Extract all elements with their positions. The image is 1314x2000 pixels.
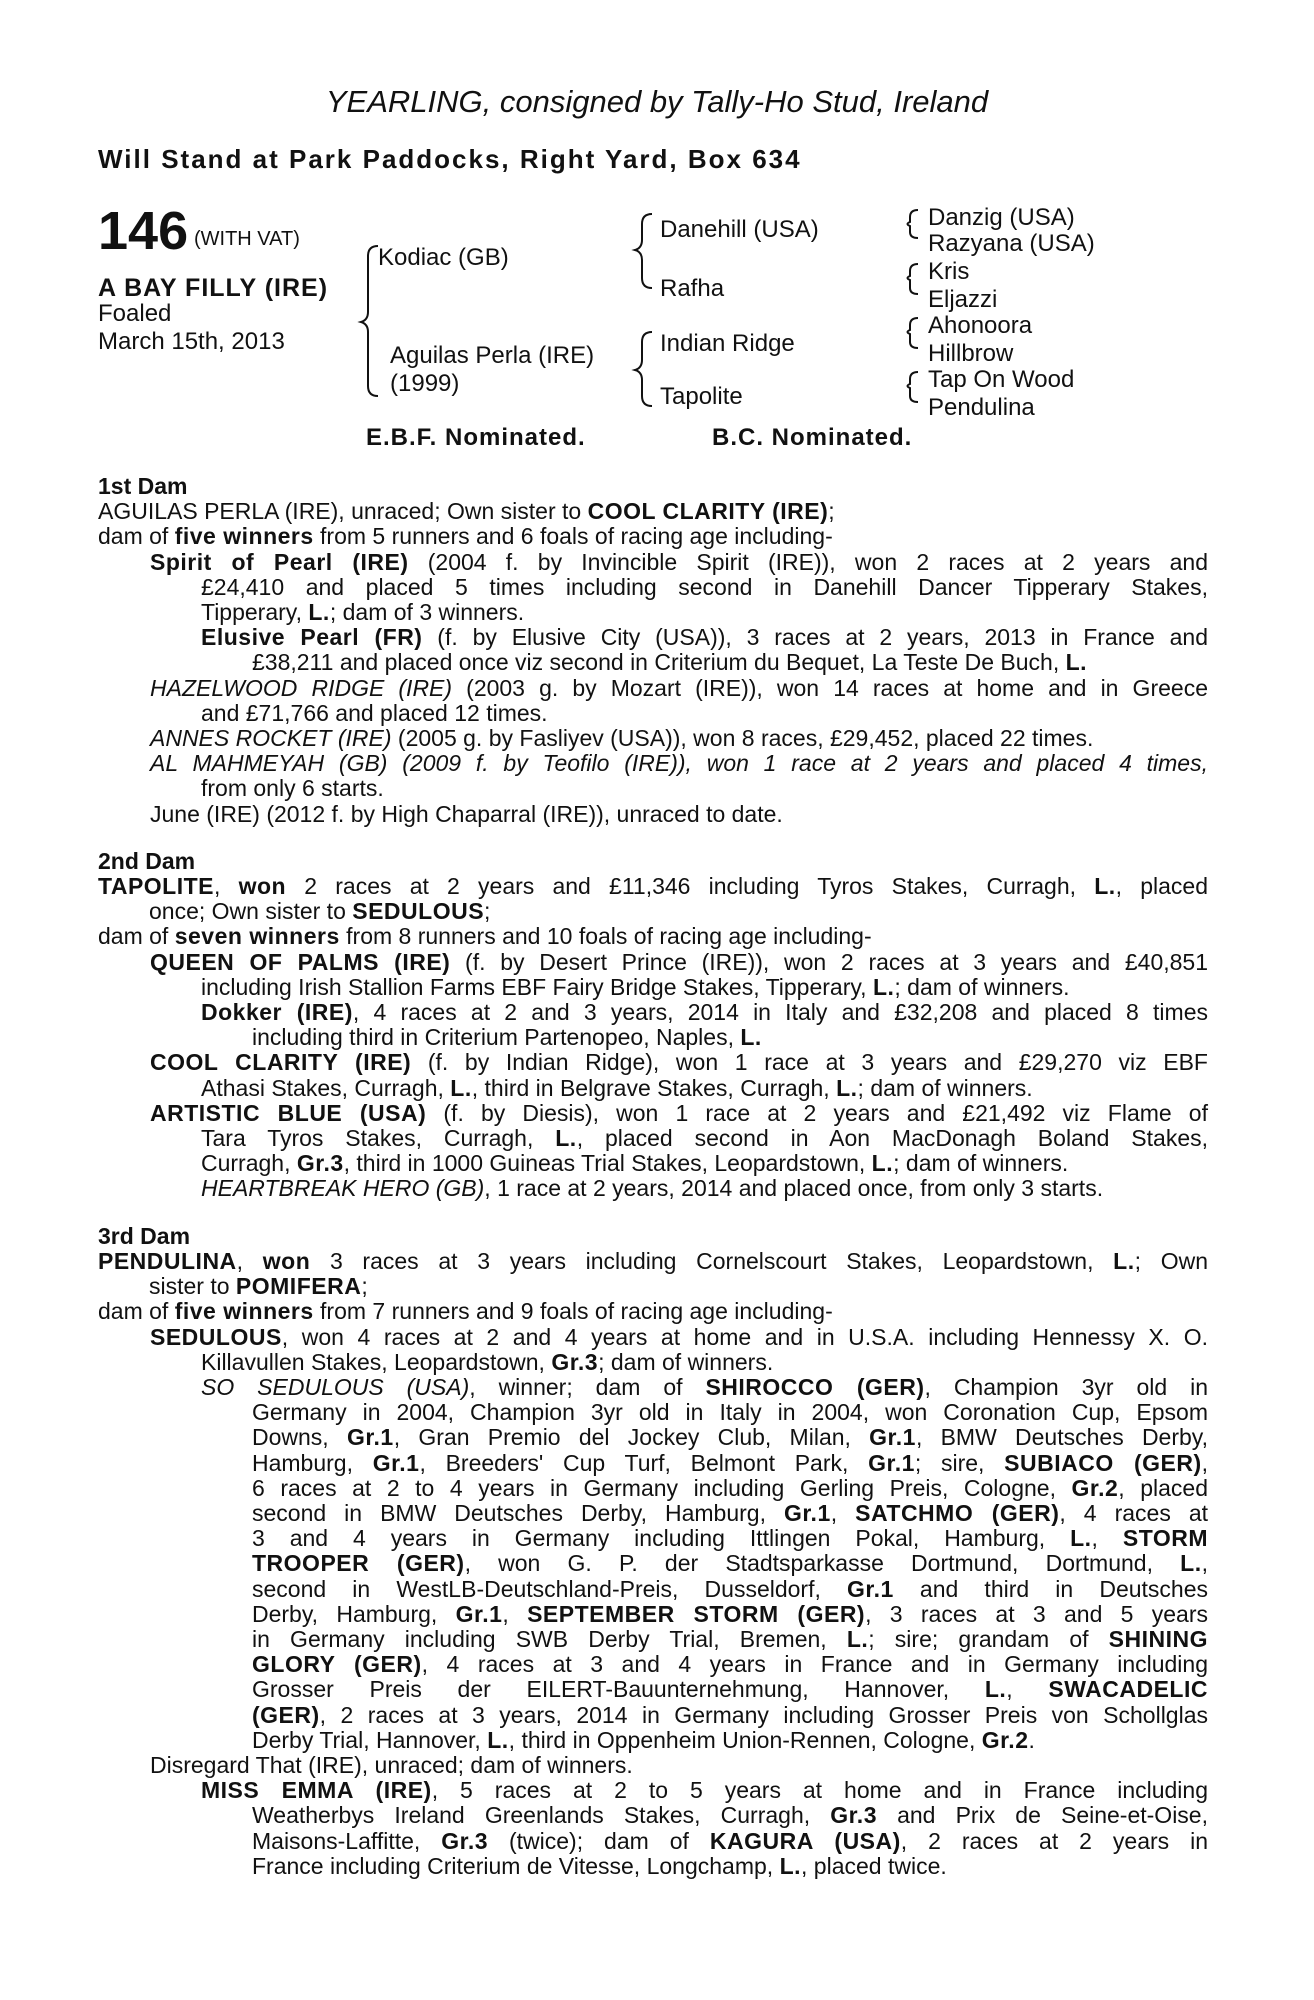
section-heading: 3rd Dam [98, 1222, 191, 1249]
foaled-label: Foaled [98, 300, 172, 327]
produce-entry: MISS EMMA (IRE), 5 races at 2 to 5 years at home and in France including Weatherbys Ireland Greenlands Stakes, Curragh, Gr.3 and Prix de Seine-et-Oise, Maisons-Laffitte, Gr.3 (twice); dam of KAGURA (USA), 2 races at 2 years in France including Criterium de Vitesse, Longchamp, L., placed twice. [201, 1777, 1209, 1879]
produce-entry: SO SEDULOUS (USA), winner; dam of SHIROCCO (GER), Champion 3yr old in Germany in 2004, Champion 3yr old in Italy in 2004, won Coronation Cup, Epsom Downs, Gr.1, Gran Premio del Jockey Club, Milan, Gr.1, BMW Deutsches Derby, Hamburg, Gr.1, Breeders' Cup Turf, Belmont Park, Gr.1; sire, SUBIACO (GER), 6 races at 2 to 4 years in Germany including Gerling Preis, Cologne, Gr.2, placed second in BMW Deutsches Derby, Hamburg, Gr.1, SATCHMO (GER), 4 races at 3 and 4 years in Germany including Ittlingen Pokal, Hamburg, L., STORM TROOPER (GER), won G. P. der Stadtsparkasse Dortmund, Dortmund, L., second in WestLB-Deutschland-Preis, Dusseldorf, Gr.1 and third in Deutsches Derby, Hamburg, Gr.1, SEPTEMBER STORM (GER), 3 races at 3 and 5 years in Germany including SWB Derby Trial, Bremen, L.; sire; grandam of SHINING GLORY (GER), 4 races at 3 and 4 years in France and in Germany including Grosser Preis der EILERT-Bauunternehmung, Hannover, L., SWACADELIC (GER), 2 races at 3 years, 2014 in Germany including Grosser Preis von Schollglas Derby Trial, Hannover, L., third in Oppenheim Union-Rennen, Cologne, Gr.2. [201, 1373, 1209, 1753]
dam-line: PENDULINA, won 3 races at 3 years including Cornelscourt Stakes, Leopardstown, L.; Own [98, 1247, 1208, 1274]
ancestor-1: Danzig (USA) [928, 204, 1075, 231]
section-heading: 1st Dam [98, 473, 188, 499]
bracket-gen3-4 [908, 372, 919, 402]
produce-entry: ANNES ROCKET (IRE) (2005 g. by Fasliyev (USA)), won 8 races, £29,452, placed 22 times. [150, 725, 1094, 752]
first-dam-section [98, 474, 1208, 827]
ancestor-2: Razyana (USA) [928, 230, 1095, 257]
bracket-gen2-sire [635, 214, 652, 288]
lot-number: 146 [98, 201, 189, 261]
dam-dam: Tapolite [660, 383, 743, 410]
horse-name: A BAY FILLY (IRE) [98, 274, 329, 302]
sire: Kodiac (GB) [378, 244, 509, 271]
ancestor-4: Eljazzi [928, 286, 998, 313]
produce-entry: SEDULOUS, won 4 races at 2 and 4 years at home and in U.S.A. including Hennessy X. O. Killavullen Stakes, Leopardstown, Gr.3; dam of winners. [150, 1323, 1208, 1375]
stand-location: Will Stand at Park Paddocks, Right Yard, Box 634 [98, 144, 802, 174]
produce-entry: Elusive Pearl (FR) (f. by Elusive City (USA)), 3 races at 2 years, 2013 in France and £38,211 and placed once viz second in Criterium du Bequet, La Teste De Buch, L. [201, 624, 1208, 676]
produce-entry: Disregard That (IRE), unraced; dam of winners. [150, 1751, 633, 1778]
sire-sire: Danehill (USA) [660, 216, 819, 243]
ancestor-8: Pendulina [928, 394, 1035, 421]
foaled-date: March 15th, 2013 [98, 328, 285, 355]
dam-line: AGUILAS PERLA (IRE), unraced; Own sister to COOL CLARITY (IRE); [98, 498, 835, 525]
bracket-gen3-3 [908, 318, 919, 348]
second-dam-section [98, 849, 1208, 1202]
ancestor-7: Tap On Wood [928, 366, 1075, 393]
vat-note: (WITH VAT) [194, 228, 300, 250]
produce-entry: AL MAHMEYAH (GB) (2009 f. by Teofilo (IRE)), won 1 race at 2 years and placed 4 times, from only 6 starts. [150, 750, 1208, 802]
ebf-nominated: E.B.F. Nominated. [366, 424, 586, 451]
produce-entry: Spirit of Pearl (IRE) (2004 f. by Invincible Spirit (IRE)), won 2 races at 2 years and £24,410 and placed 5 times including second in Danehill Dancer Tipperary Stakes, Tipperary, L.; dam of 3 winners. [150, 548, 1208, 626]
bracket-gen1 [361, 246, 378, 396]
produce-entry: HAZELWOOD RIDGE (IRE) (2003 g. by Mozart (IRE)), won 14 races at home and in Greece and £71,766 and placed 12 times. [150, 674, 1208, 726]
sire-dam: Rafha [660, 275, 725, 302]
ancestor-6: Hillbrow [928, 340, 1014, 367]
produce-entry: Dokker (IRE), 4 races at 2 and 3 years, 2014 in Italy and £32,208 and placed 8 times including third in Criterium Partenopeo, Naples, L. [201, 999, 1208, 1051]
catalogue-body [98, 474, 1208, 1879]
dam-line-cont: sister to POMIFERA; [149, 1273, 368, 1300]
bc-nominated: B.C. Nominated. [712, 424, 913, 451]
dam-produce-summary: dam of seven winners from 8 runners and 10 foals of racing age including- [98, 923, 872, 950]
dam-line: TAPOLITE, won 2 races at 2 years and £11,346 including Tyros Stakes, Curragh, L., placed [98, 873, 1208, 900]
dam-sire: Indian Ridge [660, 330, 795, 357]
produce-entry: QUEEN OF PALMS (IRE) (f. by Desert Prince (IRE)), won 2 races at 3 years and £40,851 including Irish Stallion Farms EBF Fairy Bridge Stakes, Tipperary, L.; dam of winners. [150, 948, 1208, 1000]
pedigree-brackets [0, 0, 1314, 460]
section-heading: 2nd Dam [98, 847, 196, 874]
produce-entry: June (IRE) (2012 f. by High Chaparral (IRE)), unraced to date. [150, 800, 783, 827]
third-dam-section [98, 1224, 1208, 1879]
ancestor-3: Kris [928, 258, 970, 285]
bracket-gen3-1 [908, 210, 919, 238]
dam-produce-summary: dam of five winners from 5 runners and 6 foals of racing age including- [98, 523, 833, 550]
bracket-gen3-2 [908, 264, 919, 294]
ancestor-5: Ahonoora [928, 312, 1033, 339]
produce-entry: COOL CLARITY (IRE) (f. by Indian Ridge), won 1 race at 3 years and £29,270 viz EBF Athasi Stakes, Curragh, L., third in Belgrave Stakes, Curragh, L.; dam of winners. [150, 1049, 1208, 1101]
dam-produce-summary: dam of five winners from 7 runners and 9 foals of racing age including- [98, 1298, 833, 1325]
consignment-line: YEARLING, consigned by Tally-Ho Stud, Ireland [325, 84, 989, 119]
produce-entry: ARTISTIC BLUE (USA) (f. by Diesis), won 1 race at 2 years and £21,492 viz Flame of Tara Tyros Stakes, Curragh, L., placed second in Aon MacDonagh Boland Stakes, Curragh, Gr.3, third in 1000 Guineas Trial Stakes, Leopardstown, L.; dam of winners. HEARTBREAK HERO (GB), 1 race at 2 years, 2014 and placed once, from only 3 starts. [150, 1099, 1208, 1202]
dam-line-cont: once; Own sister to SEDULOUS; [149, 898, 491, 925]
bracket-gen2-dam [635, 332, 652, 406]
dam-year: (1999) [390, 370, 460, 397]
dam: Aguilas Perla (IRE) [390, 342, 595, 369]
